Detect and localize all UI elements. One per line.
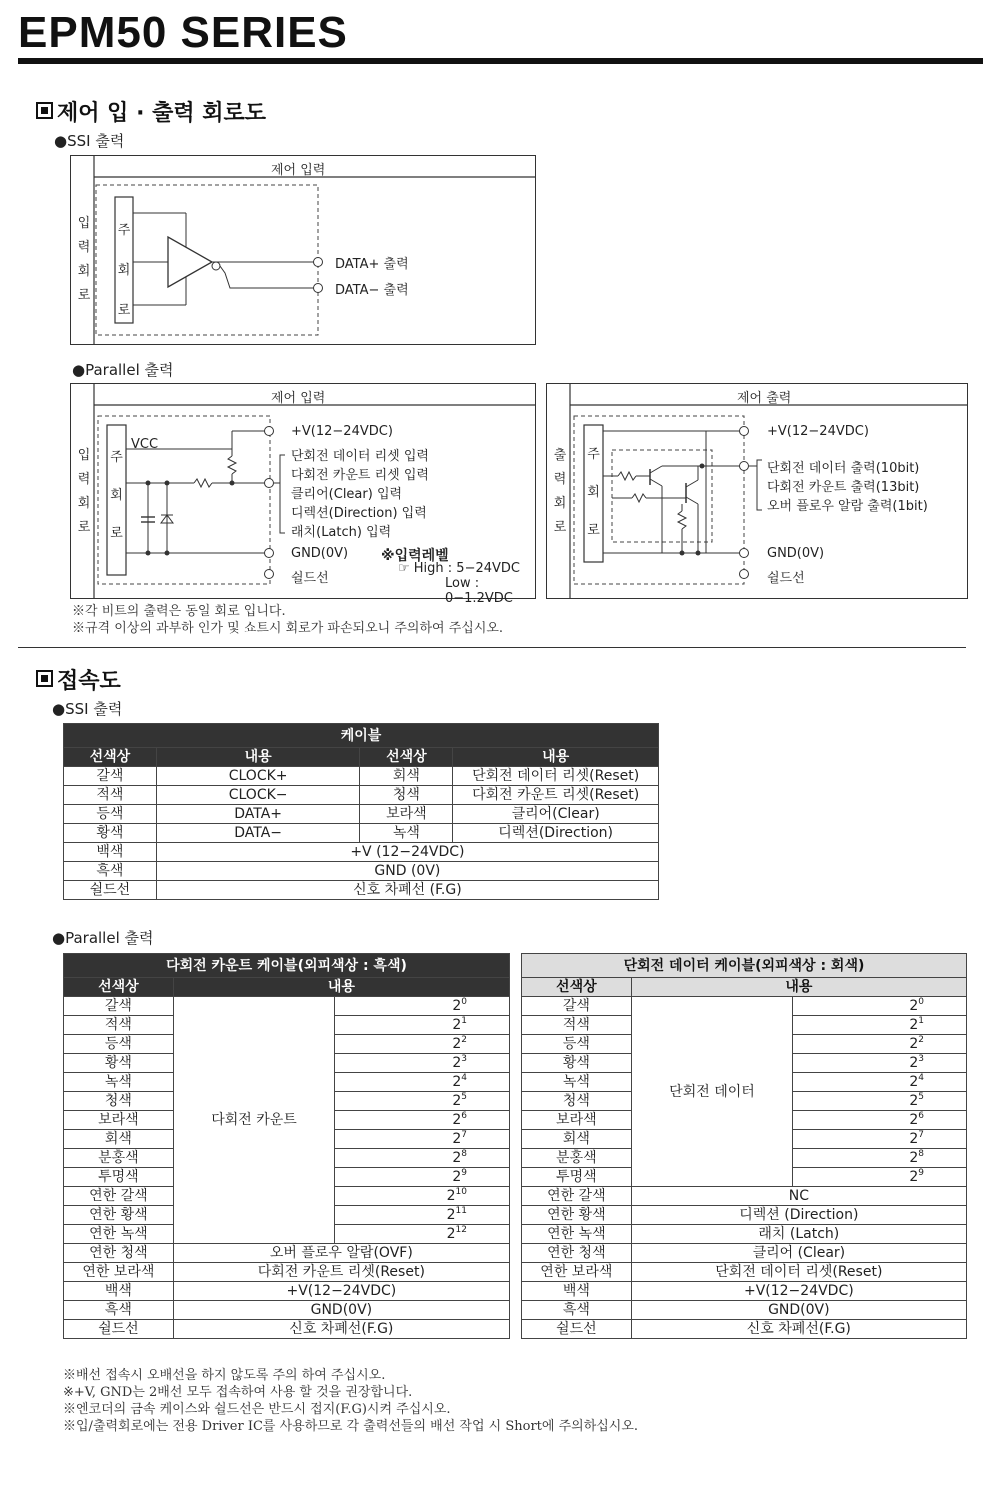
table-row bbox=[64, 1301, 510, 1320]
bit-exponent: 1 bbox=[918, 1016, 924, 1026]
ssi-table-header: 케이블 bbox=[64, 724, 659, 748]
signal-cell: 클리어 (Clear) bbox=[631, 1244, 966, 1263]
column-header: 선색상 bbox=[522, 978, 632, 997]
table-row bbox=[522, 1206, 967, 1225]
multi-turn-table-header: 다회전 카운트 케이블(외피색상 : 흑색) bbox=[64, 954, 510, 978]
bit-exponent: 7 bbox=[918, 1130, 924, 1140]
table-row bbox=[64, 843, 659, 862]
signal-cell: 신호 차폐선 (F.G) bbox=[156, 881, 658, 900]
wire-color-cell: 회색 bbox=[360, 767, 453, 786]
input-level-title: ※입력레벨 bbox=[381, 548, 449, 564]
signal-cell: 래치 (Latch) bbox=[631, 1225, 966, 1244]
wire-color-cell: 녹색 bbox=[64, 1073, 174, 1092]
bit-cell: $2^6$ bbox=[335, 1111, 510, 1130]
signal-cell: +V (12−24VDC) bbox=[156, 843, 658, 862]
bit-cell: $2^{11}$ bbox=[335, 1206, 510, 1225]
wire-color-cell: 연한 청색 bbox=[522, 1244, 632, 1263]
bit-cell: $2^1$ bbox=[335, 1016, 510, 1035]
wire-color-cell: 백색 bbox=[64, 843, 157, 862]
input-signal-label: 단회전 데이터 리셋 입력 bbox=[291, 449, 429, 464]
wire-color-cell: 적색 bbox=[64, 786, 157, 805]
table-row bbox=[522, 1225, 967, 1244]
signal-cell: 단회전 데이터 리셋(Reset) bbox=[631, 1263, 966, 1282]
multi-turn-cable-table bbox=[63, 953, 510, 1339]
signal-cell: GND(0V) bbox=[173, 1301, 509, 1320]
bit-exponent: 10 bbox=[455, 1187, 467, 1197]
wire-color-cell: 청색 bbox=[64, 1092, 174, 1111]
group-label-cell: 다회전 카운트 bbox=[173, 997, 335, 1244]
wire-color-cell: 황색 bbox=[64, 1054, 174, 1073]
bit-exponent: 2 bbox=[461, 1035, 467, 1045]
wire-color-cell: 쉴드선 bbox=[64, 881, 157, 900]
note-line: ※엔코더의 금속 케이스와 쉴드선은 반드시 접지(F.G)시켜 주십시오. bbox=[63, 1402, 451, 1417]
wire-color-cell: 녹색 bbox=[522, 1073, 632, 1092]
page-title: EPM50 SERIES bbox=[18, 8, 348, 57]
wire-color-cell: 연한 녹색 bbox=[64, 1225, 174, 1244]
wire-color-cell: 연한 갈색 bbox=[64, 1187, 174, 1206]
wire-color-cell: 갈색 bbox=[64, 997, 174, 1016]
wire-color-cell: 연한 청색 bbox=[64, 1244, 174, 1263]
parallel-output-box-title: 제어 출력 bbox=[737, 391, 792, 406]
bit-exponent: 7 bbox=[461, 1130, 467, 1140]
note-line: ※규격 이상의 과부하 인가 및 쇼트시 회로가 파손되오니 주의하여 주십시오. bbox=[72, 621, 504, 636]
parallel-connection-bullet: ●Parallel 출력 bbox=[52, 929, 154, 947]
column-header: 내용 bbox=[453, 748, 659, 767]
table-row bbox=[64, 786, 659, 805]
wire-color-cell: 연한 보라색 bbox=[522, 1263, 632, 1282]
section-divider bbox=[18, 647, 966, 648]
bit-cell: $2^4$ bbox=[335, 1073, 510, 1092]
circuit-notes bbox=[72, 603, 503, 637]
table-row bbox=[522, 1282, 967, 1301]
section-connection-title: 접속도 bbox=[36, 664, 121, 695]
input-signal-list bbox=[291, 447, 429, 542]
signal-cell: 다회전 카운트 리셋(Reset) bbox=[453, 786, 659, 805]
output-vplus-label: +V(12−24VDC) bbox=[767, 424, 869, 439]
bit-cell: $2^1$ bbox=[793, 1016, 967, 1035]
signal-cell: +V(12−24VDC) bbox=[631, 1282, 966, 1301]
table-row bbox=[64, 1320, 510, 1339]
ssi-main-label: 주 회 로 bbox=[117, 223, 131, 318]
signal-cell: NC bbox=[631, 1187, 966, 1206]
column-header: 내용 bbox=[156, 748, 360, 767]
wire-color-cell: 갈색 bbox=[522, 997, 632, 1016]
bit-exponent: 11 bbox=[455, 1206, 467, 1216]
ssi-circuit-svg bbox=[70, 155, 536, 345]
input-signal-label: 디렉션(Direction) 입력 bbox=[291, 506, 427, 521]
ssi-data-plus-label: DATA+ 출력 bbox=[335, 257, 409, 272]
wire-color-cell: 연한 황색 bbox=[64, 1206, 174, 1225]
input-gnd-label: GND(0V) bbox=[291, 546, 349, 561]
signal-cell: 디렉션 (Direction) bbox=[631, 1206, 966, 1225]
bit-exponent: 2 bbox=[918, 1035, 924, 1045]
bit-cell: $2^8$ bbox=[793, 1149, 967, 1168]
bit-cell: $2^{10}$ bbox=[335, 1187, 510, 1206]
ssi-circuit-diagram bbox=[70, 155, 536, 345]
table-row bbox=[522, 1301, 967, 1320]
note-line: ※각 비트의 출력은 동일 회로 입니다. bbox=[72, 604, 286, 619]
bit-cell: $2^4$ bbox=[793, 1073, 967, 1092]
input-shield-label: 쉴드선 bbox=[291, 571, 329, 586]
table-row bbox=[64, 767, 659, 786]
input-signal-label: 래치(Latch) 입력 bbox=[291, 525, 392, 540]
wire-color-cell: 청색 bbox=[522, 1092, 632, 1111]
output-signal-label: 단회전 데이터 출력(10bit) bbox=[767, 461, 920, 476]
table-row bbox=[64, 881, 659, 900]
section-circuit-title: 제어 입 · 출력 회로도 bbox=[36, 96, 266, 127]
ssi-connection-table bbox=[63, 723, 659, 900]
bit-exponent: 9 bbox=[918, 1168, 924, 1178]
ssi-data-minus-label: DATA− 출력 bbox=[335, 283, 409, 298]
wire-color-cell: 등색 bbox=[64, 805, 157, 824]
table-row bbox=[522, 1263, 967, 1282]
signal-cell: 오버 플로우 알람(OVF) bbox=[173, 1244, 509, 1263]
parallel-input-side-label: 입 력 회 로 bbox=[77, 448, 91, 535]
ssi-box-title: 제어 입력 bbox=[271, 163, 326, 178]
parallel-input-diagram bbox=[70, 383, 536, 606]
bit-exponent: 8 bbox=[918, 1149, 924, 1159]
title-rule bbox=[18, 58, 983, 64]
signal-cell: CLOCK+ bbox=[156, 767, 360, 786]
wire-color-cell: 보라색 bbox=[360, 805, 453, 824]
group-label-cell: 단회전 데이터 bbox=[631, 997, 793, 1187]
bit-exponent: 5 bbox=[461, 1092, 467, 1102]
column-header: 내용 bbox=[173, 978, 509, 997]
wire-color-cell: 보라색 bbox=[64, 1111, 174, 1130]
input-signal-label: 클리어(Clear) 입력 bbox=[291, 487, 403, 502]
signal-cell: DATA− bbox=[156, 824, 360, 843]
parallel-output-side-label: 출 력 회 로 bbox=[553, 448, 567, 535]
bit-cell: $2^3$ bbox=[335, 1054, 510, 1073]
bit-exponent: 12 bbox=[455, 1225, 467, 1235]
bit-exponent: 1 bbox=[461, 1016, 467, 1026]
table-row bbox=[64, 824, 659, 843]
bit-exponent: 8 bbox=[461, 1149, 467, 1159]
wire-color-cell: 황색 bbox=[64, 824, 157, 843]
output-signal-list bbox=[767, 459, 928, 516]
signal-cell: DATA+ bbox=[156, 805, 360, 824]
ssi-side-label: 입 력 회 로 bbox=[77, 216, 91, 303]
column-header: 선색상 bbox=[64, 748, 157, 767]
wire-color-cell: 적색 bbox=[64, 1016, 174, 1035]
bit-exponent: 9 bbox=[461, 1168, 467, 1178]
table-row bbox=[522, 1320, 967, 1339]
input-level-high: ☞ High : 5−24VDC bbox=[398, 561, 520, 576]
table-row bbox=[64, 805, 659, 824]
output-signal-label: 오버 플로우 알람 출력(1bit) bbox=[767, 499, 928, 514]
parallel-output-diagram bbox=[546, 383, 968, 599]
bit-exponent: 5 bbox=[918, 1092, 924, 1102]
parallel-output-main-label: 주 회 로 bbox=[587, 447, 600, 538]
output-signal-label: 다회전 카운트 출력(13bit) bbox=[767, 480, 920, 495]
vcc-label: VCC bbox=[131, 437, 159, 452]
wire-color-cell: 회색 bbox=[522, 1130, 632, 1149]
note-line: ※입/출력회로에는 전용 Driver IC를 사용하므로 각 출력선들의 배선 작업 시 Short에 주의하십시오. bbox=[63, 1419, 639, 1434]
table-row bbox=[522, 1187, 967, 1206]
input-signal-label: 다회전 카운트 리셋 입력 bbox=[291, 468, 429, 483]
wire-color-cell: 연한 갈색 bbox=[522, 1187, 632, 1206]
parallel-input-main-label: 주 회 로 bbox=[110, 450, 123, 541]
wire-color-cell: 투명색 bbox=[64, 1168, 174, 1187]
column-header: 선색상 bbox=[64, 978, 174, 997]
signal-cell: 클리어(Clear) bbox=[453, 805, 659, 824]
bit-cell: $2^5$ bbox=[793, 1092, 967, 1111]
connection-notes bbox=[63, 1367, 638, 1435]
bit-exponent: 4 bbox=[461, 1073, 467, 1083]
bit-exponent: 3 bbox=[918, 1054, 924, 1064]
ssi-connection-bullet: ●SSI 출력 bbox=[52, 700, 123, 718]
wire-color-cell: 보라색 bbox=[522, 1111, 632, 1130]
single-turn-cable-table bbox=[521, 953, 967, 1339]
bit-cell: $2^9$ bbox=[793, 1168, 967, 1187]
parallel-bullet: ●Parallel 출력 bbox=[72, 361, 174, 379]
wire-color-cell: 흑색 bbox=[522, 1301, 632, 1320]
output-gnd-label: GND(0V) bbox=[767, 546, 825, 561]
note-line: ※+V, GND는 2배선 모두 접속하여 사용 할 것을 권장합니다. bbox=[63, 1385, 413, 1400]
bit-exponent: 3 bbox=[461, 1054, 467, 1064]
bit-cell: $2^9$ bbox=[335, 1168, 510, 1187]
bit-cell: $2^7$ bbox=[793, 1130, 967, 1149]
square-bullet-icon bbox=[36, 670, 53, 687]
bit-cell: $2^3$ bbox=[793, 1054, 967, 1073]
wire-color-cell: 백색 bbox=[64, 1282, 174, 1301]
single-turn-table-header: 단회전 데이터 케이블(외피색상 : 회색) bbox=[522, 954, 967, 978]
signal-cell: CLOCK− bbox=[156, 786, 360, 805]
wire-color-cell: 투명색 bbox=[522, 1168, 632, 1187]
wire-color-cell: 갈색 bbox=[64, 767, 157, 786]
wire-color-cell: 연한 보라색 bbox=[64, 1263, 174, 1282]
table-row bbox=[64, 1282, 510, 1301]
signal-cell: GND(0V) bbox=[631, 1301, 966, 1320]
signal-cell: +V(12−24VDC) bbox=[173, 1282, 509, 1301]
table-row bbox=[64, 997, 510, 1016]
bit-exponent: 0 bbox=[461, 997, 467, 1007]
bit-exponent: 0 bbox=[918, 997, 924, 1007]
bit-exponent: 4 bbox=[918, 1073, 924, 1083]
table-row bbox=[64, 862, 659, 881]
wire-color-cell: 분홍색 bbox=[64, 1149, 174, 1168]
table-row bbox=[64, 1244, 510, 1263]
bit-cell: $2^8$ bbox=[335, 1149, 510, 1168]
signal-cell: GND (0V) bbox=[156, 862, 658, 881]
wire-color-cell: 적색 bbox=[522, 1016, 632, 1035]
square-bullet-icon bbox=[36, 102, 53, 119]
wire-color-cell: 황색 bbox=[522, 1054, 632, 1073]
table-row bbox=[522, 1244, 967, 1263]
bit-cell: $2^2$ bbox=[793, 1035, 967, 1054]
wire-color-cell: 쉴드선 bbox=[522, 1320, 632, 1339]
bit-exponent: 6 bbox=[918, 1111, 924, 1121]
input-vplus-label: +V(12−24VDC) bbox=[291, 424, 393, 439]
bit-cell: $2^7$ bbox=[335, 1130, 510, 1149]
wire-color-cell: 연한 녹색 bbox=[522, 1225, 632, 1244]
signal-cell: 디렉션(Direction) bbox=[453, 824, 659, 843]
output-shield-label: 쉴드선 bbox=[767, 571, 805, 586]
signal-cell: 신호 차폐선(F.G) bbox=[631, 1320, 966, 1339]
signal-cell: 다회전 카운트 리셋(Reset) bbox=[173, 1263, 509, 1282]
bit-cell: $2^0$ bbox=[793, 997, 967, 1016]
bit-cell: $2^6$ bbox=[793, 1111, 967, 1130]
wire-color-cell: 녹색 bbox=[360, 824, 453, 843]
note-line: ※배선 접속시 오배선을 하지 않도록 주의 하여 주십시오. bbox=[63, 1368, 386, 1383]
wire-color-cell: 흑색 bbox=[64, 1301, 174, 1320]
column-header: 선색상 bbox=[360, 748, 453, 767]
wire-color-cell: 흑색 bbox=[64, 862, 157, 881]
wire-color-cell: 회색 bbox=[64, 1130, 174, 1149]
wire-color-cell: 등색 bbox=[64, 1035, 174, 1054]
bit-exponent: 6 bbox=[461, 1111, 467, 1121]
wire-color-cell: 백색 bbox=[522, 1282, 632, 1301]
bit-cell: $2^2$ bbox=[335, 1035, 510, 1054]
signal-cell: 단회전 데이터 리셋(Reset) bbox=[453, 767, 659, 786]
wire-color-cell: 청색 bbox=[360, 786, 453, 805]
input-level-low: Low : 0−1.2VDC bbox=[445, 576, 513, 606]
bit-cell: $2^5$ bbox=[335, 1092, 510, 1111]
signal-cell: 신호 차폐선(F.G) bbox=[173, 1320, 509, 1339]
table-row bbox=[522, 997, 967, 1016]
column-header: 내용 bbox=[631, 978, 966, 997]
wire-color-cell: 쉴드선 bbox=[64, 1320, 174, 1339]
wire-color-cell: 분홍색 bbox=[522, 1149, 632, 1168]
ssi-bullet: ●SSI 출력 bbox=[54, 132, 125, 150]
wire-color-cell: 등색 bbox=[522, 1035, 632, 1054]
bit-cell: $2^0$ bbox=[335, 997, 510, 1016]
table-row bbox=[64, 1263, 510, 1282]
bit-cell: $2^{12}$ bbox=[335, 1225, 510, 1244]
wire-color-cell: 연한 황색 bbox=[522, 1206, 632, 1225]
parallel-input-box-title: 제어 입력 bbox=[271, 391, 326, 406]
